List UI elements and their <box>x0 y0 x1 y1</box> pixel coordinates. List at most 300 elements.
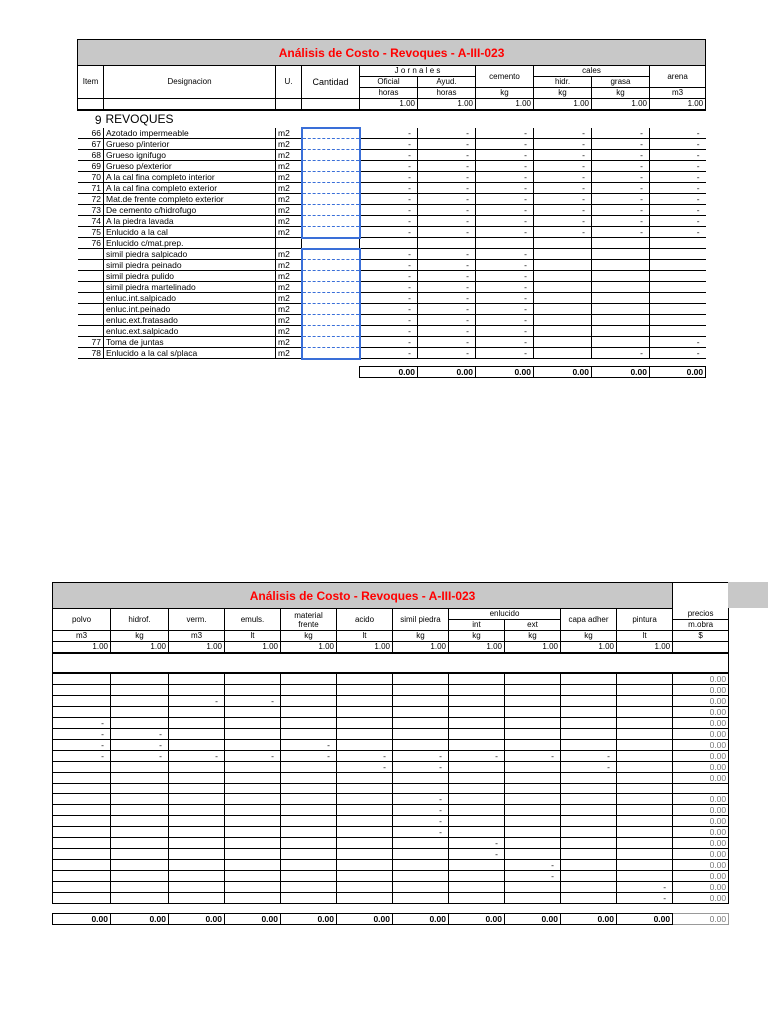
value-cell <box>337 784 393 794</box>
value-cell <box>561 784 617 794</box>
value-cell <box>225 816 281 827</box>
cantidad-input[interactable] <box>302 183 360 194</box>
header-item: Item <box>78 66 104 99</box>
factor-cell[interactable]: 1.00 <box>393 642 449 654</box>
value-cell <box>337 718 393 729</box>
cost-table-2 <box>52 582 729 925</box>
value-cell: - <box>561 751 617 762</box>
total-cell: 0.00 <box>169 914 225 925</box>
precio-cell: 0.00 <box>673 882 729 893</box>
value-cell <box>561 707 617 718</box>
value-cell <box>617 740 673 751</box>
value-cell: - <box>418 315 476 326</box>
factor-cell[interactable]: 1.00 <box>169 642 225 654</box>
item-unit: m2 <box>276 260 302 271</box>
cantidad-input[interactable] <box>302 315 360 326</box>
precio-cell: 0.00 <box>673 673 729 685</box>
value-cell: - <box>650 337 706 348</box>
value-cell <box>53 773 111 784</box>
value-cell <box>617 784 673 794</box>
value-cell <box>111 816 169 827</box>
value-cell: - <box>418 249 476 260</box>
cantidad-input[interactable] <box>302 271 360 282</box>
unit-cell: lt <box>225 631 281 642</box>
value-cell <box>337 838 393 849</box>
table-row <box>78 337 706 348</box>
value-cell <box>281 849 337 860</box>
value-cell <box>111 707 169 718</box>
value-cell: - <box>111 740 169 751</box>
header-int: int <box>449 620 505 631</box>
value-cell <box>53 860 111 871</box>
factor-cell[interactable]: 1.00 <box>617 642 673 654</box>
section-number: 9 <box>94 112 102 127</box>
value-cell <box>449 696 505 707</box>
header-hidr: hidr. <box>534 77 592 88</box>
value-cell <box>505 707 561 718</box>
value-cell <box>393 707 449 718</box>
header-grasa: grasa <box>592 77 650 88</box>
value-cell <box>281 685 337 696</box>
value-cell: - <box>505 860 561 871</box>
value-cell <box>337 882 393 893</box>
value-cell: - <box>418 216 476 227</box>
value-cell <box>617 751 673 762</box>
value-cell <box>111 871 169 882</box>
item-number: 74 <box>78 216 104 227</box>
value-cell <box>225 762 281 773</box>
value-cell <box>505 849 561 860</box>
value-cell <box>505 882 561 893</box>
table-row <box>78 348 706 359</box>
table-row <box>53 707 729 718</box>
table-row <box>53 805 729 816</box>
value-cell: - <box>650 227 706 238</box>
item-designacion: simil piedra martelinado <box>104 282 276 293</box>
item-number <box>78 304 104 315</box>
value-cell: - <box>418 139 476 150</box>
value-cell: - <box>418 260 476 271</box>
value-cell <box>592 337 650 348</box>
value-cell <box>393 773 449 784</box>
value-cell <box>169 762 225 773</box>
value-cell <box>281 816 337 827</box>
value-cell: - <box>418 271 476 282</box>
value-cell: - <box>281 740 337 751</box>
value-cell: - <box>534 205 592 216</box>
value-cell: - <box>393 827 449 838</box>
value-cell <box>281 696 337 707</box>
value-cell <box>111 827 169 838</box>
total-cell: 0.00 <box>449 914 505 925</box>
value-cell: - <box>360 271 418 282</box>
value-cell <box>111 762 169 773</box>
value-cell: - <box>360 128 418 139</box>
item-designacion: simil piedra salpicado <box>104 249 276 260</box>
unit-cell: horas <box>360 88 418 99</box>
value-cell <box>617 696 673 707</box>
factor-cell[interactable]: 1.00 <box>225 642 281 654</box>
value-cell <box>592 315 650 326</box>
value-cell <box>337 816 393 827</box>
value-cell <box>449 740 505 751</box>
value-cell <box>169 849 225 860</box>
item-designacion: Toma de juntas <box>104 337 276 348</box>
value-cell: - <box>592 194 650 205</box>
factor-cell[interactable]: 1.00 <box>561 642 617 654</box>
cantidad-input[interactable] <box>302 249 360 260</box>
unit-cell: kg <box>476 88 534 99</box>
table-row <box>53 860 729 871</box>
value-cell: - <box>476 348 534 359</box>
item-number: 66 <box>78 128 104 139</box>
value-cell: - <box>111 751 169 762</box>
value-cell: - <box>418 304 476 315</box>
cantidad-input[interactable] <box>302 304 360 315</box>
item-designacion: enluc.int.salpicado <box>104 293 276 304</box>
value-cell <box>169 784 225 794</box>
unit-cell: kg <box>561 631 617 642</box>
header-ext: ext <box>505 620 561 631</box>
value-cell <box>111 893 169 904</box>
cantidad-input[interactable] <box>302 293 360 304</box>
value-cell <box>111 849 169 860</box>
precio-cell: 0.00 <box>673 740 729 751</box>
value-cell <box>393 838 449 849</box>
header-arena: arena <box>650 66 706 88</box>
item-designacion: Azotado impermeable <box>104 128 276 139</box>
precio-cell: 0.00 <box>673 751 729 762</box>
table-row <box>53 838 729 849</box>
value-cell: - <box>617 893 673 904</box>
value-cell <box>337 740 393 751</box>
value-cell: - <box>592 183 650 194</box>
sheet-title: Análisis de Costo - Revoques - A-III-023 <box>53 583 673 609</box>
value-cell <box>592 282 650 293</box>
header-ayud: Ayud. <box>418 77 476 88</box>
value-cell <box>561 685 617 696</box>
value-cell <box>534 271 592 282</box>
value-cell <box>111 685 169 696</box>
value-cell <box>225 718 281 729</box>
cantidad-input[interactable] <box>302 337 360 348</box>
precio-cell: 0.00 <box>673 762 729 773</box>
value-cell <box>360 238 418 249</box>
factor-cell[interactable]: 1.00 <box>111 642 169 654</box>
value-cell: - <box>360 304 418 315</box>
value-cell: - <box>360 315 418 326</box>
item-unit: m2 <box>276 326 302 337</box>
cantidad-input[interactable] <box>302 282 360 293</box>
factor-cell[interactable]: 1.00 <box>360 99 418 111</box>
value-cell: - <box>360 194 418 205</box>
value-cell <box>53 871 111 882</box>
value-cell: - <box>534 172 592 183</box>
unit-cell: kg <box>592 88 650 99</box>
cantidad-input[interactable] <box>302 139 360 150</box>
value-cell <box>534 260 592 271</box>
cantidad-input[interactable] <box>302 128 360 139</box>
header-cales: cales <box>534 66 650 77</box>
factor-cell[interactable]: 1.00 <box>53 642 111 654</box>
table-row <box>53 784 729 794</box>
value-cell: - <box>476 260 534 271</box>
value-cell <box>617 718 673 729</box>
table-row <box>78 260 706 271</box>
value-cell <box>225 827 281 838</box>
value-cell <box>281 838 337 849</box>
table-row <box>78 227 706 238</box>
precio-cell: 0.00 <box>673 794 729 805</box>
factor-cell[interactable]: 1.00 <box>337 642 393 654</box>
cantidad-input[interactable] <box>302 260 360 271</box>
value-cell <box>281 794 337 805</box>
value-cell <box>534 282 592 293</box>
table-row <box>53 816 729 827</box>
value-cell <box>617 871 673 882</box>
value-cell <box>337 893 393 904</box>
value-cell: - <box>650 139 706 150</box>
value-cell <box>505 794 561 805</box>
value-cell <box>505 696 561 707</box>
value-cell: - <box>650 172 706 183</box>
value-cell <box>53 685 111 696</box>
factor-cell[interactable]: 1.00 <box>505 642 561 654</box>
value-cell: - <box>360 260 418 271</box>
value-cell <box>111 773 169 784</box>
table-row <box>53 685 729 696</box>
cantidad-input[interactable] <box>302 205 360 216</box>
value-cell <box>561 740 617 751</box>
value-cell <box>449 827 505 838</box>
value-cell: - <box>592 216 650 227</box>
value-cell <box>337 805 393 816</box>
value-cell <box>337 707 393 718</box>
value-cell <box>449 816 505 827</box>
value-cell <box>505 893 561 904</box>
sheet-tab[interactable] <box>728 582 768 608</box>
value-cell <box>505 773 561 784</box>
value-cell: - <box>360 227 418 238</box>
value-cell: - <box>476 227 534 238</box>
value-cell <box>281 871 337 882</box>
value-cell <box>592 260 650 271</box>
value-cell <box>561 893 617 904</box>
value-cell <box>393 882 449 893</box>
cantidad-input[interactable] <box>302 172 360 183</box>
value-cell <box>505 784 561 794</box>
value-cell <box>225 882 281 893</box>
total-cell: 0.00 <box>476 367 534 378</box>
value-cell <box>393 784 449 794</box>
cantidad-input[interactable] <box>302 161 360 172</box>
total-cell: 0.00 <box>337 914 393 925</box>
item-number: 75 <box>78 227 104 238</box>
item-number <box>78 271 104 282</box>
header-cantidad: Cantidad <box>302 66 360 99</box>
value-cell <box>281 784 337 794</box>
unit-cell: m3 <box>169 631 225 642</box>
value-cell: - <box>534 139 592 150</box>
value-cell: - <box>418 326 476 337</box>
value-cell <box>169 827 225 838</box>
item-unit: m2 <box>276 315 302 326</box>
value-cell <box>53 707 111 718</box>
value-cell <box>617 762 673 773</box>
cantidad-input[interactable] <box>302 194 360 205</box>
value-cell: - <box>360 216 418 227</box>
total-cell: 0.00 <box>393 914 449 925</box>
value-cell: - <box>360 172 418 183</box>
value-cell: - <box>476 337 534 348</box>
table-row <box>78 304 706 315</box>
table-row <box>53 751 729 762</box>
factor-cell[interactable]: 1.00 <box>418 99 476 111</box>
value-cell: - <box>418 337 476 348</box>
unit-cell: m3 <box>53 631 111 642</box>
table-row <box>53 849 729 860</box>
value-cell <box>393 849 449 860</box>
value-cell: - <box>360 293 418 304</box>
value-cell: - <box>393 762 449 773</box>
value-cell <box>393 893 449 904</box>
value-cell <box>561 860 617 871</box>
item-number: 71 <box>78 183 104 194</box>
value-cell <box>650 315 706 326</box>
value-cell: - <box>449 751 505 762</box>
factor-cell[interactable]: 1.00 <box>592 99 650 111</box>
value-cell <box>281 805 337 816</box>
item-number: 68 <box>78 150 104 161</box>
table-row <box>78 293 706 304</box>
value-cell: - <box>418 194 476 205</box>
value-cell: - <box>534 161 592 172</box>
value-cell: - <box>476 271 534 282</box>
item-number: 77 <box>78 337 104 348</box>
item-unit: m2 <box>276 194 302 205</box>
precio-cell: 0.00 <box>673 838 729 849</box>
value-cell <box>449 762 505 773</box>
value-cell <box>534 315 592 326</box>
cantidad-input[interactable] <box>302 238 360 249</box>
value-cell: - <box>650 128 706 139</box>
precio-cell: 0.00 <box>673 718 729 729</box>
item-unit: m2 <box>276 249 302 260</box>
factor-cell[interactable]: 1.00 <box>650 99 706 111</box>
value-cell <box>169 805 225 816</box>
factor-cell[interactable]: 1.00 <box>449 642 505 654</box>
unit-cell: kg <box>449 631 505 642</box>
value-cell <box>534 304 592 315</box>
cantidad-input[interactable] <box>302 326 360 337</box>
value-cell <box>650 260 706 271</box>
value-cell <box>449 794 505 805</box>
value-cell <box>617 707 673 718</box>
value-cell: - <box>393 816 449 827</box>
value-cell: - <box>650 348 706 359</box>
item-designacion: enluc.ext.salpicado <box>104 326 276 337</box>
total-cell: 0.00 <box>505 914 561 925</box>
value-cell: - <box>476 150 534 161</box>
value-cell <box>650 304 706 315</box>
value-cell: - <box>534 150 592 161</box>
cantidad-input[interactable] <box>302 150 360 161</box>
factor-cell[interactable]: 1.00 <box>281 642 337 654</box>
value-cell <box>592 326 650 337</box>
value-cell <box>169 893 225 904</box>
cantidad-input[interactable] <box>302 227 360 238</box>
value-cell <box>449 773 505 784</box>
value-cell: - <box>360 282 418 293</box>
value-cell <box>169 794 225 805</box>
value-cell <box>281 827 337 838</box>
value-cell <box>169 707 225 718</box>
item-number <box>78 260 104 271</box>
value-cell <box>617 849 673 860</box>
item-unit: m2 <box>276 216 302 227</box>
factor-cell[interactable]: 1.00 <box>476 99 534 111</box>
value-cell: - <box>592 205 650 216</box>
header-pintura: pintura <box>617 609 673 631</box>
total-cell: 0.00 <box>650 367 706 378</box>
header-capa: capa adher <box>561 609 617 631</box>
value-cell: - <box>53 740 111 751</box>
value-cell: - <box>393 751 449 762</box>
value-cell <box>225 849 281 860</box>
value-cell <box>505 816 561 827</box>
value-cell: - <box>53 751 111 762</box>
table-row <box>78 172 706 183</box>
value-cell: - <box>418 183 476 194</box>
value-cell: - <box>476 161 534 172</box>
precio-cell <box>673 784 729 794</box>
value-cell <box>111 718 169 729</box>
value-cell: - <box>592 128 650 139</box>
cantidad-input[interactable] <box>302 216 360 227</box>
value-cell <box>225 784 281 794</box>
table-row <box>53 871 729 882</box>
value-cell <box>449 805 505 816</box>
precio-cell: 0.00 <box>673 860 729 871</box>
precio-cell: 0.00 <box>673 685 729 696</box>
value-cell <box>592 293 650 304</box>
value-cell <box>505 762 561 773</box>
value-cell: - <box>360 161 418 172</box>
value-cell <box>505 673 561 685</box>
value-cell <box>53 805 111 816</box>
table-row <box>53 673 729 685</box>
cantidad-input[interactable] <box>302 348 360 359</box>
factor-cell[interactable]: 1.00 <box>534 99 592 111</box>
value-cell: - <box>337 762 393 773</box>
value-cell <box>337 860 393 871</box>
value-cell <box>449 871 505 882</box>
value-cell <box>534 348 592 359</box>
value-cell <box>169 718 225 729</box>
value-cell <box>281 893 337 904</box>
item-designacion: A la cal fina completo exterior <box>104 183 276 194</box>
item-unit: m2 <box>276 172 302 183</box>
table-row <box>78 194 706 205</box>
sheet-1-rows <box>78 128 706 359</box>
header-verm: verm. <box>169 609 225 631</box>
item-number <box>78 326 104 337</box>
total-cell: 0.00 <box>225 914 281 925</box>
value-cell: - <box>650 150 706 161</box>
value-cell <box>53 893 111 904</box>
table-row <box>78 161 706 172</box>
item-number: 76 <box>78 238 104 249</box>
